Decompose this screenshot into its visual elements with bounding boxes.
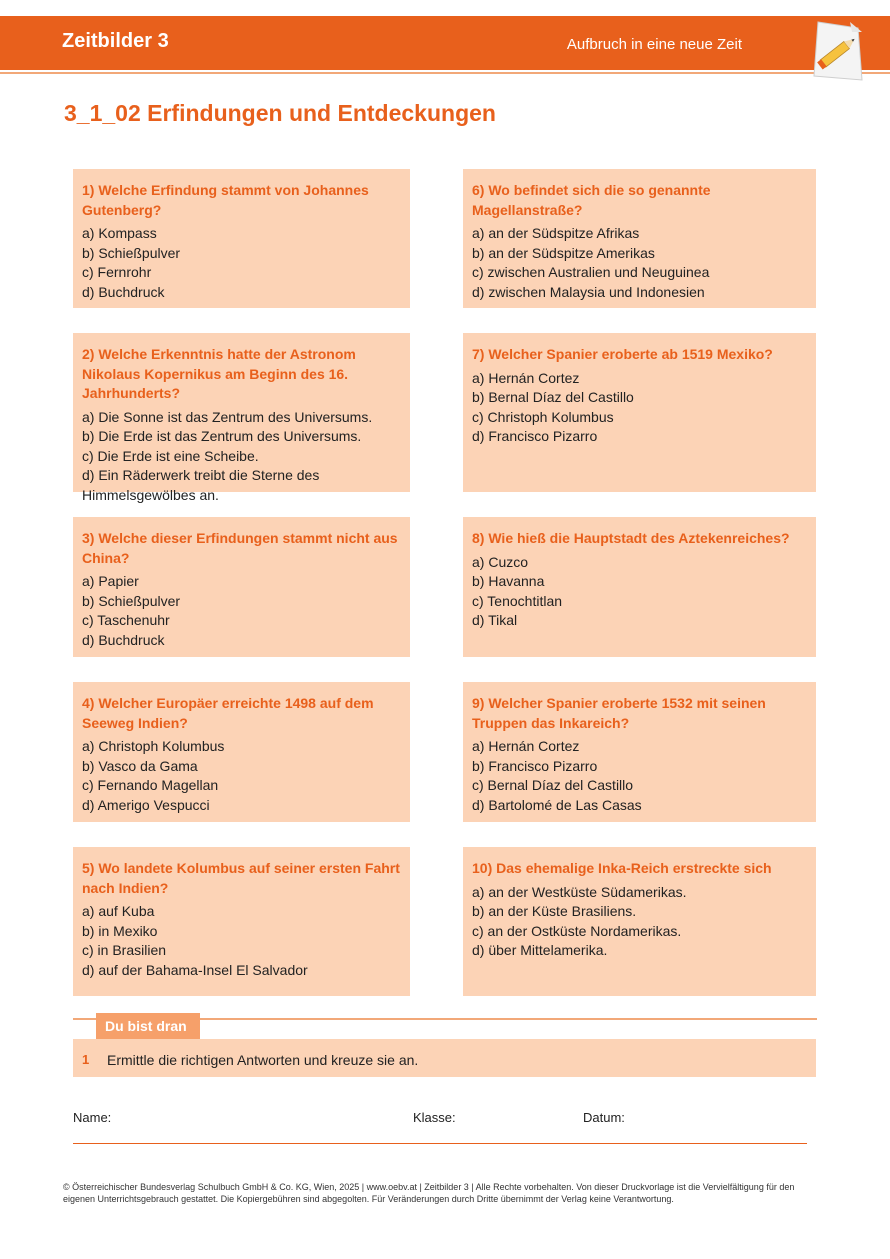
question-box-5 [73, 847, 410, 996]
option: c) Bernal Díaz del Castillo [472, 777, 634, 793]
copyright-footer: © Österreichischer Bundesverlag Schulbuch GmbH & Co. KG, Wien, 2025 | www.oebv.at | Zeitbilder 3 | Alle Rechte vorbehalten. Von dieser Druckvorlage ist die Vervielfältigung für den eigenen Unterrichtsgebrauch gestattet. Die Kopiergebühren sind abgegolten. Für Veränderungen durch Dritte übernimmt der Verlag keine Verantwortung. [63, 1182, 795, 1204]
option: a) Hernán Cortez [472, 738, 580, 754]
option: a) Christoph Kolumbus [82, 738, 225, 754]
option: b) Francisco Pizarro [472, 757, 598, 774]
option: a) auf Kuba [82, 903, 155, 919]
option: c) in Brasilien [82, 942, 167, 958]
task-tab: Du bist dran [96, 1013, 200, 1039]
option: d) Francisco Pizarro [472, 428, 598, 444]
question-box-2 [73, 333, 410, 503]
name-label: Name: [73, 1110, 112, 1125]
option: b) Vasco da Gama [82, 757, 198, 774]
brand-title: Zeitbilder 3 [62, 30, 169, 52]
question-box-1 [73, 169, 410, 308]
page-title: 3_1_02 Erfindungen und Entdeckungen [64, 100, 496, 126]
option: c) zwischen Australien und Neuguinea [472, 264, 710, 280]
option: c) Fernando Magellan [82, 777, 219, 793]
question-box-3 [73, 517, 410, 657]
option: a) Cuzco [472, 553, 529, 570]
option: a) an der Südspitze Afrikas [472, 225, 640, 241]
option: a) Papier [82, 573, 139, 589]
question-box-7 [463, 333, 816, 492]
option: a) Hernán Cortez [472, 369, 580, 386]
task-number: 1 [82, 1052, 90, 1067]
option: d) zwischen Malaysia und Indonesien [472, 283, 705, 300]
option: b) Havanna [472, 573, 545, 589]
option: d) Bartolomé de Las Casas [472, 796, 642, 813]
option: a) an der Westküste Südamerikas. [472, 883, 687, 900]
option: c) Tenochtitlan [472, 592, 563, 609]
option: b) an der Südspitze Amerikas [472, 244, 655, 261]
datum-label: Datum: [583, 1110, 625, 1125]
question-text: 1) Welche Erfindung stammt von Johannes Gutenberg? [82, 182, 369, 218]
question-text: 7) Welcher Spanier eroberte ab 1519 Mexiko? [472, 346, 773, 362]
option: b) in Mexiko [82, 922, 158, 939]
option: b) Schießpulver [82, 592, 181, 609]
option: c) an der Ostküste Nordamerikas. [472, 922, 682, 939]
option: c) Taschenuhr [82, 612, 170, 628]
option: b) an der Küste Brasiliens. [472, 903, 637, 919]
question-box-9 [463, 682, 816, 822]
question-text: 6) Wo befindet sich die so genannte Magellanstraße? [472, 182, 711, 218]
klasse-label: Klasse: [413, 1110, 456, 1125]
question-text: 9) Welcher Spanier eroberte 1532 mit seinen Truppen das Inkareich? [472, 695, 766, 731]
pencil-paper-icon [806, 18, 866, 86]
option: c) Fernrohr [82, 264, 152, 280]
option: b) Schießpulver [82, 244, 181, 261]
option: d) auf der Bahama-Insel El Salvador [82, 961, 308, 978]
question-box-8 [463, 517, 816, 657]
question-text: 10) Das ehemalige Inka-Reich erstreckte sich [472, 860, 772, 876]
option: d) Buchdruck [82, 283, 165, 300]
option: c) Christoph Kolumbus [472, 408, 614, 425]
question-box-6 [463, 169, 816, 308]
option: d) Buchdruck [82, 631, 165, 648]
option: d) Ein Räderwerk treibt die Sterne des Himmelsgewölbes an. [82, 467, 320, 503]
option: d) über Mittelamerika. [472, 942, 608, 958]
question-text: 5) Wo landete Kolumbus auf seiner ersten Fahrt nach Indien? [82, 860, 400, 896]
option: b) Die Erde ist das Zentrum des Universums. [82, 428, 362, 444]
header-divider [0, 72, 890, 74]
topic-title: Aufbruch in eine neue Zeit [566, 36, 742, 53]
question-box-10 [463, 847, 816, 996]
option: d) Amerigo Vespucci [82, 796, 210, 813]
option: b) Bernal Díaz del Castillo [472, 389, 634, 405]
question-text: 4) Welcher Europäer erreichte 1498 auf dem Seeweg Indien? [82, 695, 374, 731]
question-text: 2) Welche Erkenntnis hatte der Astronom Nikolaus Kopernikus am Beginn des 16. Jahrhunderts? [82, 346, 356, 401]
option: a) Kompass [82, 225, 157, 241]
option: d) Tikal [472, 612, 518, 628]
option: a) Die Sonne ist das Zentrum des Universums. [82, 408, 373, 425]
question-box-4 [73, 682, 410, 822]
question-text: 3) Welche dieser Erfindungen stammt nicht aus China? [82, 530, 398, 566]
signature-line [73, 1143, 807, 1144]
task-instruction: Ermittle die richtigen Antworten und kreuze sie an. [107, 1052, 419, 1068]
header-band [0, 16, 890, 70]
question-text: 8) Wie hieß die Hauptstadt des Aztekenreiches? [472, 530, 790, 546]
option: c) Die Erde ist eine Scheibe. [82, 447, 259, 464]
